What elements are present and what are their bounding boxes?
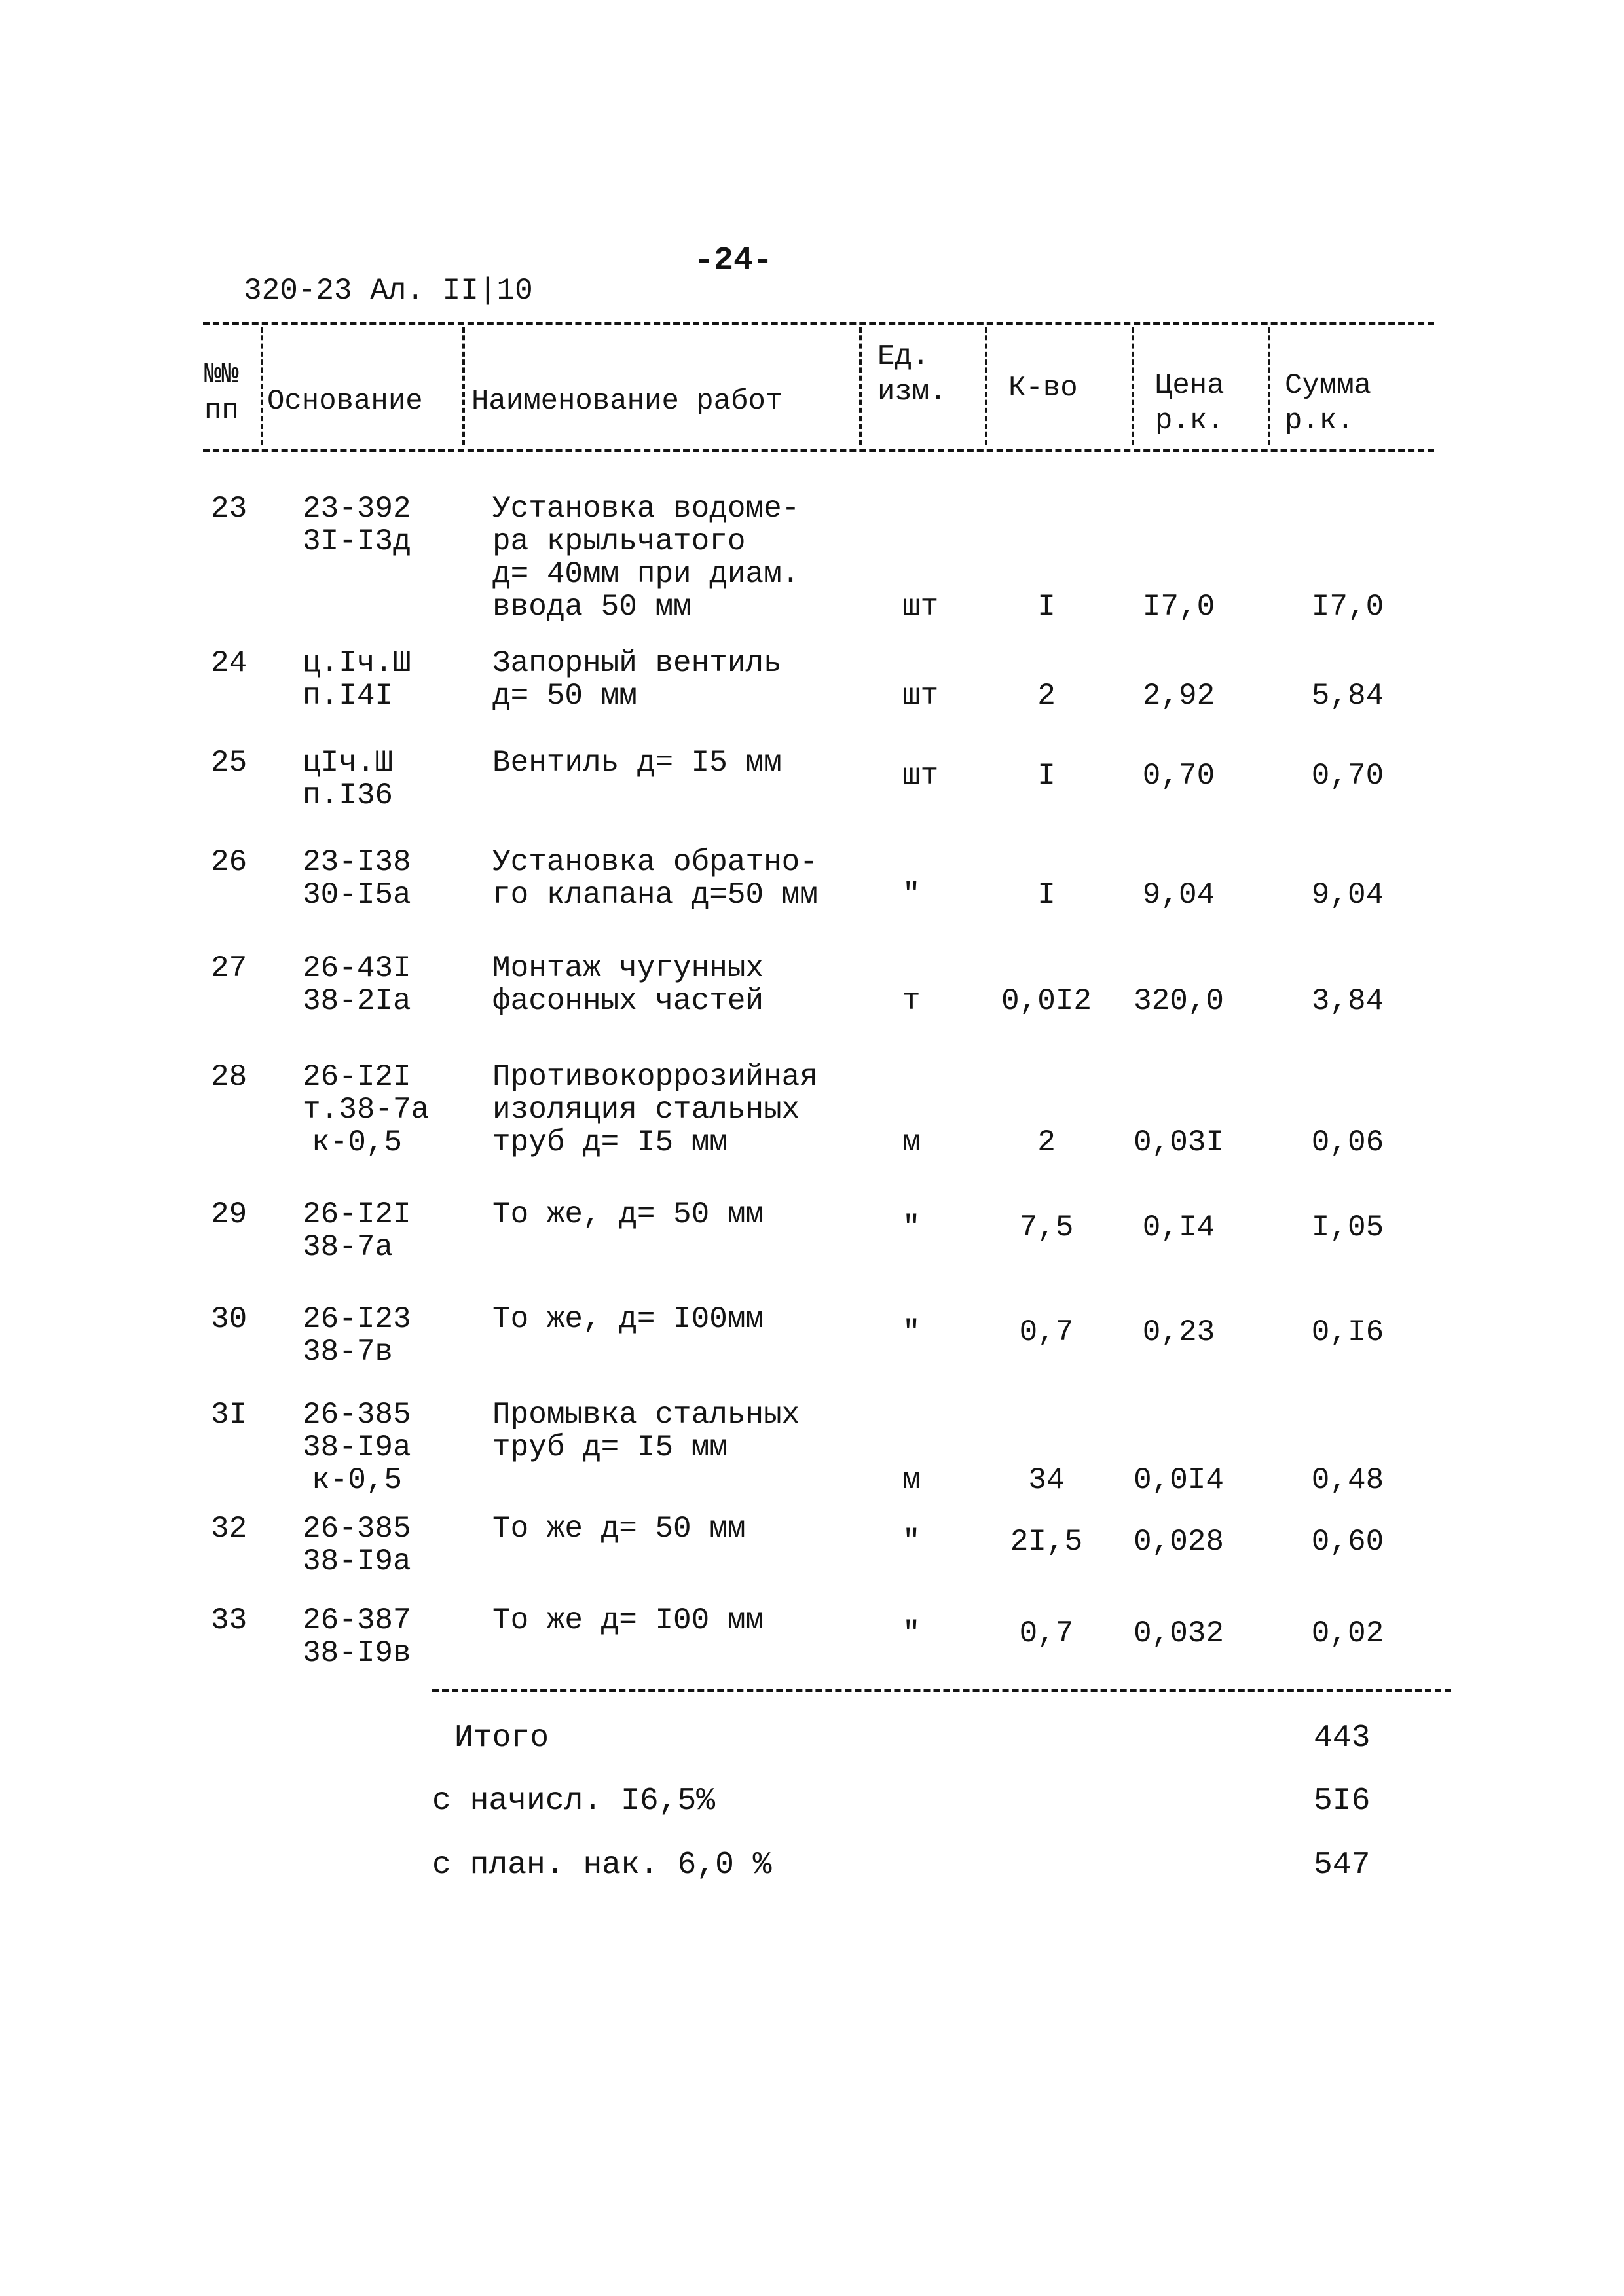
row-basis-line: к-0,5 <box>312 1463 403 1497</box>
row-basis-line: 23-392 <box>303 492 411 526</box>
row-name-line: Промывка стальных <box>492 1398 800 1432</box>
row-basis-line: цIч.Ш <box>303 746 394 780</box>
row-basis-line: 26-43I <box>303 951 411 985</box>
column-separator <box>462 327 465 445</box>
column-separator <box>985 327 987 445</box>
row-basis-line: ц.Iч.Ш <box>303 646 411 680</box>
row-basis-line: 38-I9а <box>303 1544 411 1578</box>
total-label: Итого <box>454 1721 549 1756</box>
header-name: Наименование работ <box>471 385 783 418</box>
row-price: 2,92 <box>1142 679 1215 713</box>
row-basis-line: т.38-7а <box>303 1093 430 1127</box>
row-name-line: д= 40мм при диам. <box>492 557 800 591</box>
row-unit: " <box>902 1525 921 1559</box>
total-label: с начисл. I6,5% <box>432 1783 716 1819</box>
row-basis-line: 38-2Iа <box>303 984 411 1018</box>
row-unit: шт <box>902 759 939 793</box>
row-qty: 2 <box>1037 679 1056 713</box>
row-sum: I,05 <box>1311 1211 1384 1245</box>
row-number: 33 <box>211 1603 248 1637</box>
row-name-line: Установка водоме- <box>492 492 800 526</box>
row-name-line: Вентиль д= I5 мм <box>492 746 782 780</box>
row-qty: 2I,5 <box>1010 1525 1083 1559</box>
header-price: Цена р.к. <box>1155 369 1225 437</box>
row-name-line: То же д= 50 мм <box>492 1512 746 1546</box>
row-name-line: То же, д= I00мм <box>492 1302 764 1336</box>
row-unit: шт <box>902 590 939 624</box>
row-name-line: труб д= I5 мм <box>492 1430 728 1465</box>
row-sum: 0,06 <box>1311 1125 1384 1159</box>
row-qty: I <box>1037 590 1056 624</box>
row-price: 0,03I <box>1133 1125 1225 1159</box>
row-basis-line: 26-387 <box>303 1603 411 1637</box>
header-qty: К-во <box>1008 372 1078 405</box>
row-unit: м <box>902 1463 921 1497</box>
row-price: 0,70 <box>1142 759 1215 793</box>
row-name-line: ра крыльчатого <box>492 524 746 558</box>
header-top-rule <box>203 322 1434 325</box>
row-basis-line: 26-385 <box>303 1398 411 1432</box>
column-separator <box>261 327 263 445</box>
row-name-line: Противокоррозийная <box>492 1060 818 1094</box>
header-bottom-rule <box>203 449 1434 452</box>
total-value: 443 <box>1314 1721 1371 1756</box>
row-basis-line: 26-I2I <box>303 1197 411 1231</box>
row-qty: 0,0I2 <box>1001 984 1092 1018</box>
row-price: 320,0 <box>1133 984 1225 1018</box>
header-num: №№ пп <box>204 359 239 427</box>
column-separator <box>859 327 862 445</box>
row-unit: " <box>902 1616 921 1650</box>
row-number: 27 <box>211 951 248 985</box>
row-basis-line: п.I36 <box>303 778 394 812</box>
row-number: 25 <box>211 746 248 780</box>
row-qty: 34 <box>1028 1463 1065 1497</box>
row-basis-line: 38-I9в <box>303 1636 411 1670</box>
row-price: 0,23 <box>1142 1315 1215 1349</box>
row-name-line: ввода 50 мм <box>492 590 692 624</box>
row-qty: 2 <box>1037 1125 1056 1159</box>
row-unit: " <box>902 878 921 912</box>
row-unit: т <box>902 984 921 1018</box>
row-number: 3I <box>211 1398 248 1432</box>
row-name-line: Установка обратно- <box>492 845 818 879</box>
row-number: 26 <box>211 845 248 879</box>
row-name-line: То же, д= 50 мм <box>492 1197 764 1231</box>
row-name-line: д= 50 мм <box>492 679 637 713</box>
row-sum: 0,60 <box>1311 1525 1384 1559</box>
row-sum: 0,70 <box>1311 759 1384 793</box>
row-name-line: изоляция стальных <box>492 1093 800 1127</box>
row-name-line: го клапана д=50 мм <box>492 878 818 912</box>
row-price: 0,I4 <box>1142 1211 1215 1245</box>
row-basis-line: п.I4I <box>303 679 394 713</box>
row-basis-line: 38-7в <box>303 1335 394 1369</box>
row-name-line: То же д= I00 мм <box>492 1603 764 1637</box>
row-qty: 7,5 <box>1019 1211 1074 1245</box>
row-price: 0,0I4 <box>1133 1463 1225 1497</box>
row-basis-line: 26-I23 <box>303 1302 411 1336</box>
row-basis-line: 3I-I3д <box>303 524 411 558</box>
row-number: 32 <box>211 1512 248 1546</box>
row-sum: 5,84 <box>1311 679 1384 713</box>
row-name-line: Запорный вентиль <box>492 646 782 680</box>
header-basis: Основание <box>267 385 423 418</box>
row-price: 9,04 <box>1142 878 1215 912</box>
row-qty: 0,7 <box>1019 1315 1074 1349</box>
row-name-line: труб д= I5 мм <box>492 1125 728 1159</box>
row-unit: шт <box>902 679 939 713</box>
row-number: 30 <box>211 1302 248 1336</box>
row-sum: 0,48 <box>1311 1463 1384 1497</box>
row-price: I7,0 <box>1142 590 1215 624</box>
row-unit: м <box>902 1125 921 1159</box>
row-name-line: Монтаж чугунных <box>492 951 764 985</box>
row-number: 24 <box>211 646 248 680</box>
row-qty: I <box>1037 878 1056 912</box>
header-sum: Сумма р.к. <box>1285 369 1372 437</box>
totals-rule <box>432 1689 1451 1692</box>
row-basis-line: 38-I9а <box>303 1430 411 1465</box>
page-number: -24- <box>694 242 773 280</box>
row-number: 29 <box>211 1197 248 1231</box>
total-label: с план. нак. 6,0 % <box>432 1848 772 1883</box>
row-unit: " <box>902 1211 921 1245</box>
row-number: 23 <box>211 492 248 526</box>
row-price: 0,032 <box>1133 1616 1225 1650</box>
row-sum: 0,I6 <box>1311 1315 1384 1349</box>
row-number: 28 <box>211 1060 248 1094</box>
column-separator <box>1268 327 1270 445</box>
row-sum: 3,84 <box>1311 984 1384 1018</box>
row-name-line: фасонных частей <box>492 984 764 1018</box>
row-price: 0,028 <box>1133 1525 1225 1559</box>
row-basis-line: 23-I38 <box>303 845 411 879</box>
row-qty: I <box>1037 759 1056 793</box>
total-value: 547 <box>1314 1848 1371 1883</box>
row-sum: I7,0 <box>1311 590 1384 624</box>
row-qty: 0,7 <box>1019 1616 1074 1650</box>
row-basis-line: 26-385 <box>303 1512 411 1546</box>
row-basis-line: к-0,5 <box>312 1125 403 1159</box>
row-basis-line: 38-7а <box>303 1230 394 1264</box>
row-sum: 0,02 <box>1311 1616 1384 1650</box>
column-separator <box>1132 327 1134 445</box>
row-basis-line: 30-I5а <box>303 878 411 912</box>
row-sum: 9,04 <box>1311 878 1384 912</box>
document-code: 320-23 Ал. II|10 <box>244 274 533 308</box>
header-unit: Ед. изм. <box>877 340 947 409</box>
row-basis-line: 26-I2I <box>303 1060 411 1094</box>
total-value: 5I6 <box>1314 1783 1371 1819</box>
row-unit: " <box>902 1315 921 1349</box>
